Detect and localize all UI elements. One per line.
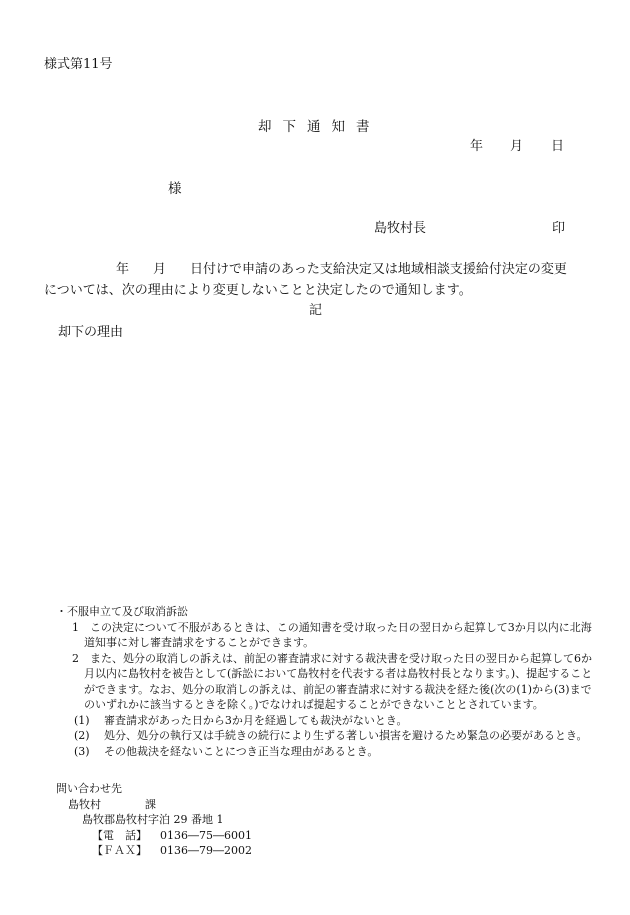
addressee-suffix: 様 (168, 181, 182, 197)
ki-mark: 記 (309, 303, 323, 318)
sub-1-number: (1) (74, 713, 90, 727)
reason-label: 却下の理由 (58, 325, 124, 340)
contact-heading: 問い合わせ先 (56, 782, 122, 795)
notice-item-2: 2 また、処分の取消しの訴えは、前記の審査請求に対する裁決書を受け取った日の翌日から起算して6か月以内に島牧村を被告として(訴訟において島牧村を代表する者は島牧村長となります。)、提起することができます。なお、処分の取消しの訴えは、前記の審査請求に対する裁決を経た後(次の(1)から(3)までのいずれかに該当するときを除く。)でなければ提起することができないこととされています。 (72, 651, 593, 711)
date-day: 日 (551, 139, 565, 154)
sub-3-text: その他裁決を経ないことにつき正当な理由があるとき。 (104, 744, 379, 758)
contact-block (56, 781, 252, 859)
appeal-notice (56, 604, 596, 759)
sub-3-number: (3) (74, 744, 90, 758)
issuer-name: 島牧村長 (374, 221, 427, 236)
notice-sub-2 (56, 728, 596, 744)
body-line-1 (116, 258, 567, 277)
contact-dept: 課 (145, 797, 156, 811)
fax-label: 【ＦＡＸ】 (92, 844, 147, 857)
contact-tel-line (56, 828, 252, 844)
tel-label: 【電 話】 (92, 828, 147, 842)
body-line1-text: 日付けで申請のあった支給決定又は地域相談支援給付決定の変更 (190, 262, 567, 277)
sub-2-text: 処分、処分の執行又は手続きの続行により生ずる著しい損害を避けるため緊急の必要があるとき。 (104, 729, 588, 742)
sub-1-text: 審査請求があった日から3か月を経過しても裁決がないとき。 (104, 713, 408, 727)
fax-number: 0136―79―2002 (160, 844, 252, 857)
date-month: 月 (510, 139, 524, 154)
tel-number: 0136―75―6001 (160, 828, 252, 842)
notice-item-1: 1 この決定について不服があるときは、この通知書を受け取った日の翌日から起算して3か月以内に北海道知事に対し審査請求をすることができます。 (72, 620, 592, 649)
body-year: 年 (116, 262, 130, 277)
notice-sub-1 (56, 713, 596, 729)
sub-2-number: (2) (74, 729, 90, 742)
contact-org: 島牧村 (68, 797, 101, 811)
date-line (470, 135, 564, 154)
contact-fax-line (56, 843, 252, 859)
contact-org-line (56, 797, 252, 813)
notice-sub-3 (56, 744, 596, 760)
document-title: 却下通知書 (258, 119, 381, 135)
contact-address: 島牧郡島牧村字泊 29 番地 1 (82, 813, 224, 826)
seal-mark: 印 (552, 221, 566, 236)
body-month: 月 (153, 262, 167, 277)
notice-heading: ・不服申立て及び取消訴訟 (56, 605, 188, 618)
date-year: 年 (470, 139, 484, 154)
body-line-2: については、次の理由により変更しないことと決定したので通知します。 (44, 283, 472, 298)
form-number: 様式第11号 (44, 57, 113, 72)
